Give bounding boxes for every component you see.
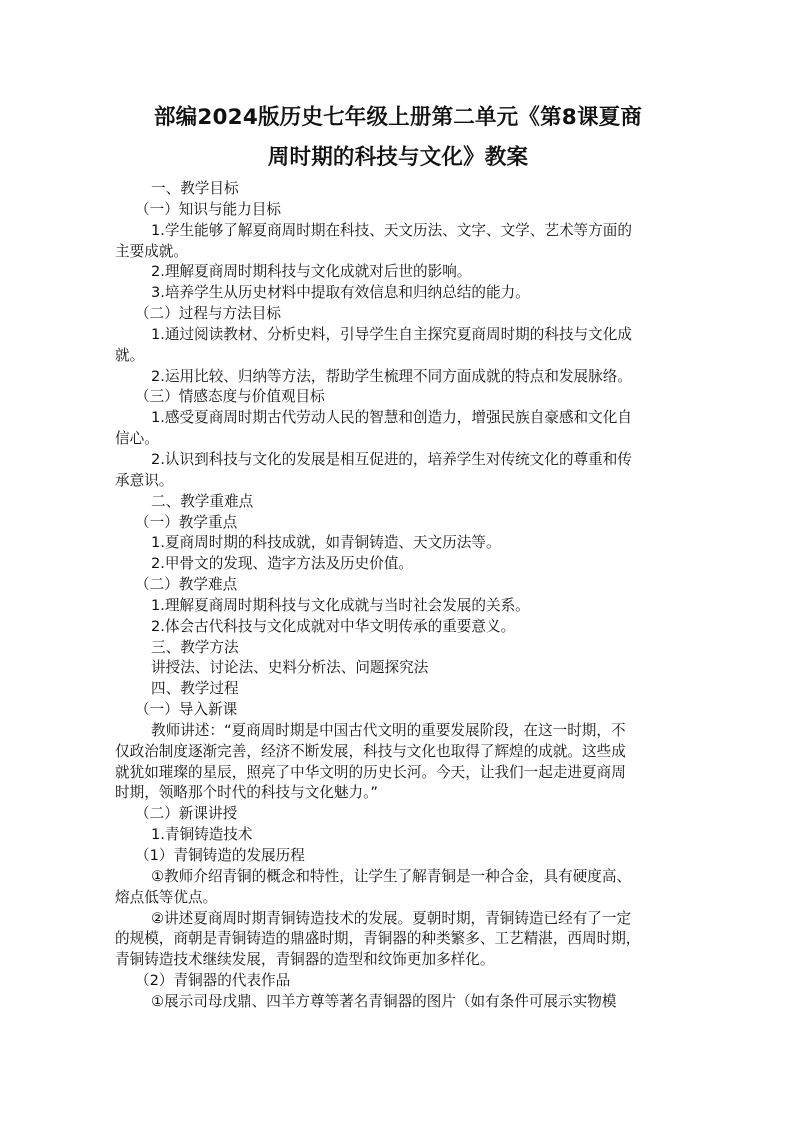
text-line: 时期，领略那个时代的科技与文化魅力。” xyxy=(115,784,378,802)
text-line: 信心。 xyxy=(115,430,159,448)
text-line: （二）新课讲授 xyxy=(135,805,238,823)
text-line: 2.体会古代科技与文化成就对中华文明传承的重要意义。 xyxy=(151,617,516,635)
text-line: 2.运用比较、归纳等方法，帮助学生梳理不同方面成就的特点和发展脉络。 xyxy=(151,367,632,385)
text-line: 1.理解夏商周时期科技与文化成就与当时社会发展的关系。 xyxy=(151,596,530,614)
text-line: ②讲述夏商周时期青铜铸造技术的发展。夏朝时期，青铜铸造已经有了一定 xyxy=(151,909,632,927)
text-line: 仅政治制度逐渐完善，经济不断发展，科技与文化也取得了辉煌的成就。这些成 xyxy=(115,742,626,760)
text-line: 四、教学过程 xyxy=(151,680,239,698)
text-line: 二、教学重难点 xyxy=(151,492,254,510)
text-line: 三、教学方法 xyxy=(151,638,239,656)
text-line: （二）过程与方法目标 xyxy=(135,305,281,323)
text-line: 2.认识到科技与文化的发展是相互促进的，培养学生对传统文化的尊重和传 xyxy=(151,450,632,468)
text-line: 2.理解夏商周时期科技与文化成就对后世的影响。 xyxy=(151,263,472,281)
text-line: ①展示司母戊鼎、四羊方尊等著名青铜器的图片（如有条件可展示实物模 xyxy=(151,992,617,1010)
text-line: ①教师介绍青铜的概念和特性，让学生了解青铜是一种合金，具有硬度高、 xyxy=(151,867,632,885)
text-line: （一）导入新课 xyxy=(135,701,238,719)
document-title xyxy=(111,98,685,178)
title-line-2: 周时期的科技与文化》教案 xyxy=(267,145,529,170)
text-line: 承意识。 xyxy=(115,471,174,489)
text-line: （三）情感态度与价值观目标 xyxy=(135,388,325,406)
text-line: 就犹如璀璨的星辰，照亮了中华文明的历史长河。今天，让我们一起走进夏商周 xyxy=(115,763,626,781)
text-line: 熔点低等优点。 xyxy=(115,888,218,906)
text-line: （二）教学难点 xyxy=(135,576,238,594)
document-body xyxy=(115,179,685,1013)
text-line: 主要成就。 xyxy=(115,242,188,260)
text-line: 1.青铜铸造技术 xyxy=(151,826,253,844)
text-line: 的规模，商朝是青铜铸造的鼎盛时期，青铜器的种类繁多、工艺精湛，西周时期， xyxy=(115,930,641,948)
text-line: 3.培养学生从历史材料中提取有效信息和归纳总结的能力。 xyxy=(151,284,530,302)
text-line: 青铜铸造技术继续发展，青铜器的造型和纹饰更加多样化。 xyxy=(115,951,495,969)
text-line: 1.学生能够了解夏商周时期在科技、天文历法、文字、文学、艺术等方面的 xyxy=(151,221,632,239)
text-line: 1.夏商周时期的科技成就，如青铜铸造、天文历法等。 xyxy=(151,534,501,552)
text-line: （2）青铜器的代表作品 xyxy=(135,972,291,990)
text-line: 1.感受夏商周时期古代劳动人民的智慧和创造力，增强民族自豪感和文化自 xyxy=(151,409,632,427)
text-line: 一、教学目标 xyxy=(151,180,239,197)
text-line: 教师讲述：“夏商周时期是中国古代文明的重要发展阶段，在这一时期，不 xyxy=(151,721,626,739)
text-line: 就。 xyxy=(115,346,145,364)
text-line: （一）知识与能力目标 xyxy=(135,200,281,218)
text-line: 2.甲骨文的发现、造字方法及历史价值。 xyxy=(151,555,414,573)
title-line-1: 部编2024版历史七年级上册第二单元《第8课夏商 xyxy=(153,105,643,130)
text-line: 1.通过阅读教材、分析史料，引导学生自主探究夏商周时期的科技与文化成 xyxy=(151,325,632,343)
text-line: （一）教学重点 xyxy=(135,513,238,531)
text-line: （1）青铜铸造的发展历程 xyxy=(135,847,305,864)
text-line: 讲授法、讨论法、史料分析法、问题探究法 xyxy=(151,659,429,677)
document-page xyxy=(115,98,685,1013)
